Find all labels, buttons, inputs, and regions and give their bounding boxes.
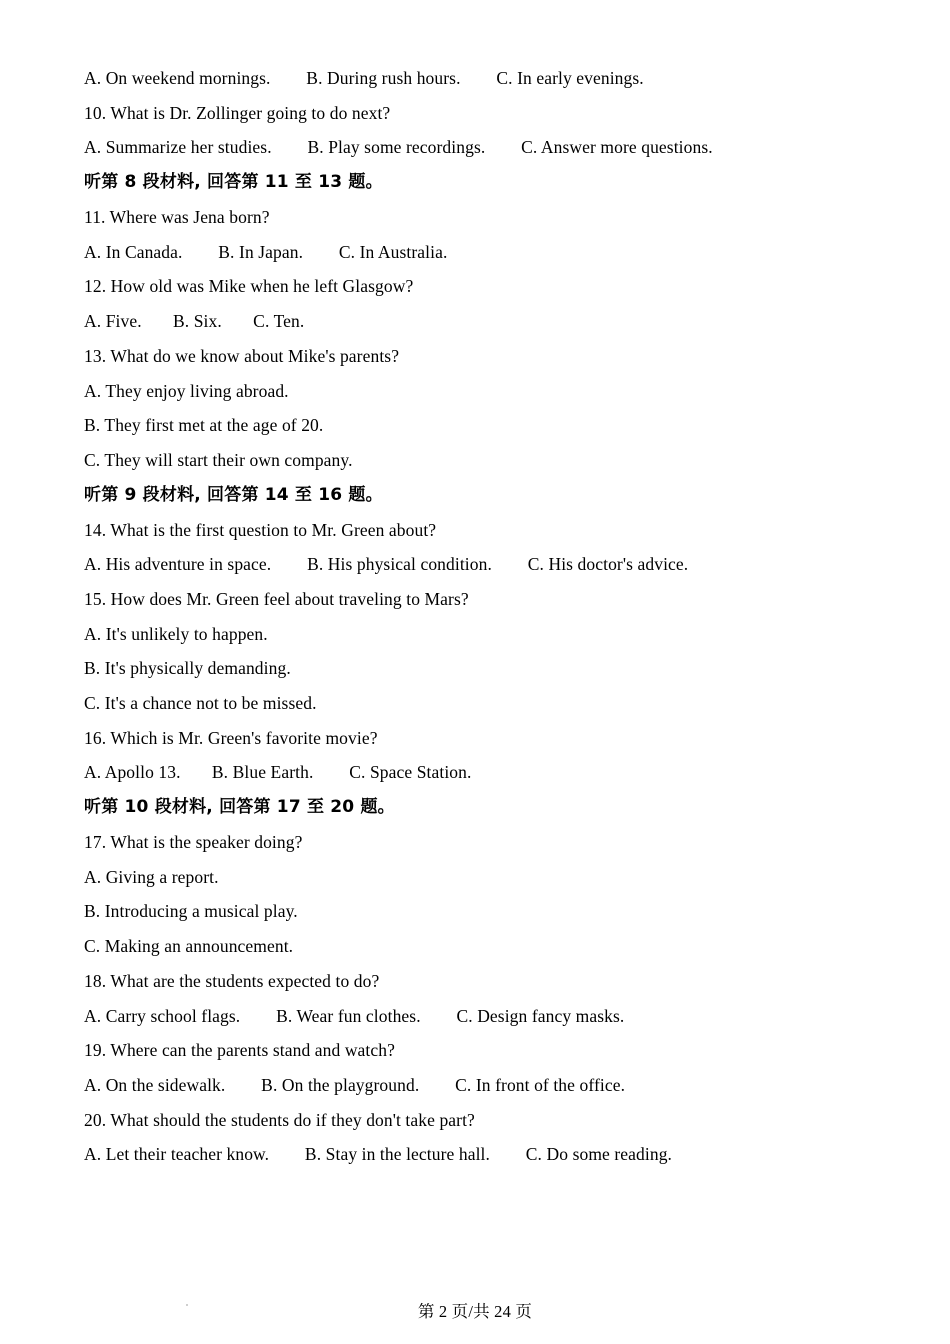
section-heading: 听第 10 段材料, 回答第 17 至 20 题。	[84, 797, 395, 818]
question-text: 11. Where was Jena born?	[84, 207, 270, 228]
answer-options: A. Apollo 13. B. Blue Earth. C. Space Station.	[84, 762, 472, 783]
question-text: 17. What is the speaker doing?	[84, 832, 303, 853]
question-text: 14. What is the first question to Mr. Green about?	[84, 519, 437, 540]
answer-option: C. It's a chance not to be missed.	[84, 693, 317, 713]
answer-options: A. Summarize her studies. B. Play some recordings. C. Answer more questions.	[84, 137, 713, 158]
question-text: 13. What do we know about Mike's parents?	[84, 345, 400, 366]
question-text: 20. What should the students do if they don't take part?	[84, 1109, 475, 1130]
answer-option: A. Giving a report.	[84, 866, 219, 887]
answer-option: C. They will start their own company.	[84, 449, 353, 470]
question-text: 19. Where can the parents stand and watch?	[84, 1040, 395, 1061]
answer-option: B. Introducing a musical play.	[84, 901, 298, 922]
answer-options: A. In Canada. B. In Japan. C. In Australia.	[84, 241, 448, 262]
section-heading: 听第 8 段材料, 回答第 11 至 13 题。	[84, 172, 383, 193]
answer-option: B. They first met at the age of 20.	[84, 415, 324, 436]
question-text: 12. How old was Mike when he left Glasgow?	[84, 276, 414, 297]
answer-options: A. Five. B. Six. C. Ten.	[84, 311, 305, 332]
answer-options: A. On weekend mornings. B. During rush hours. C. In early evenings.	[84, 68, 644, 88]
section-heading: 听第 9 段材料, 回答第 14 至 16 题。	[84, 484, 383, 505]
answer-option: A. They enjoy living abroad.	[84, 380, 289, 401]
answer-option: C. Making an announcement.	[84, 936, 294, 957]
question-text: 10. What is Dr. Zollinger going to do next?	[84, 102, 391, 123]
question-text: 15. How does Mr. Green feel about traveling to Mars?	[84, 588, 469, 609]
answer-option: B. It's physically demanding.	[84, 658, 291, 679]
answer-options: A. On the sidewalk. B. On the playground. C. In front of the office.	[84, 1074, 626, 1095]
question-text: 18. What are the students expected to do?	[84, 970, 380, 991]
answer-options: A. Carry school flags. B. Wear fun clothes. C. Design fancy masks.	[84, 1005, 625, 1026]
answer-options: A. Let their teacher know. B. Stay in the lecture hall. C. Do some reading.	[84, 1144, 673, 1165]
answer-option: A. It's unlikely to happen.	[84, 623, 268, 644]
question-text: 16. Which is Mr. Green's favorite movie?	[84, 727, 378, 748]
answer-options: A. His adventure in space. B. His physical condition. C. His doctor's advice.	[84, 554, 689, 575]
page-footer: 第 2 页/共 24 页	[417, 1302, 533, 1321]
